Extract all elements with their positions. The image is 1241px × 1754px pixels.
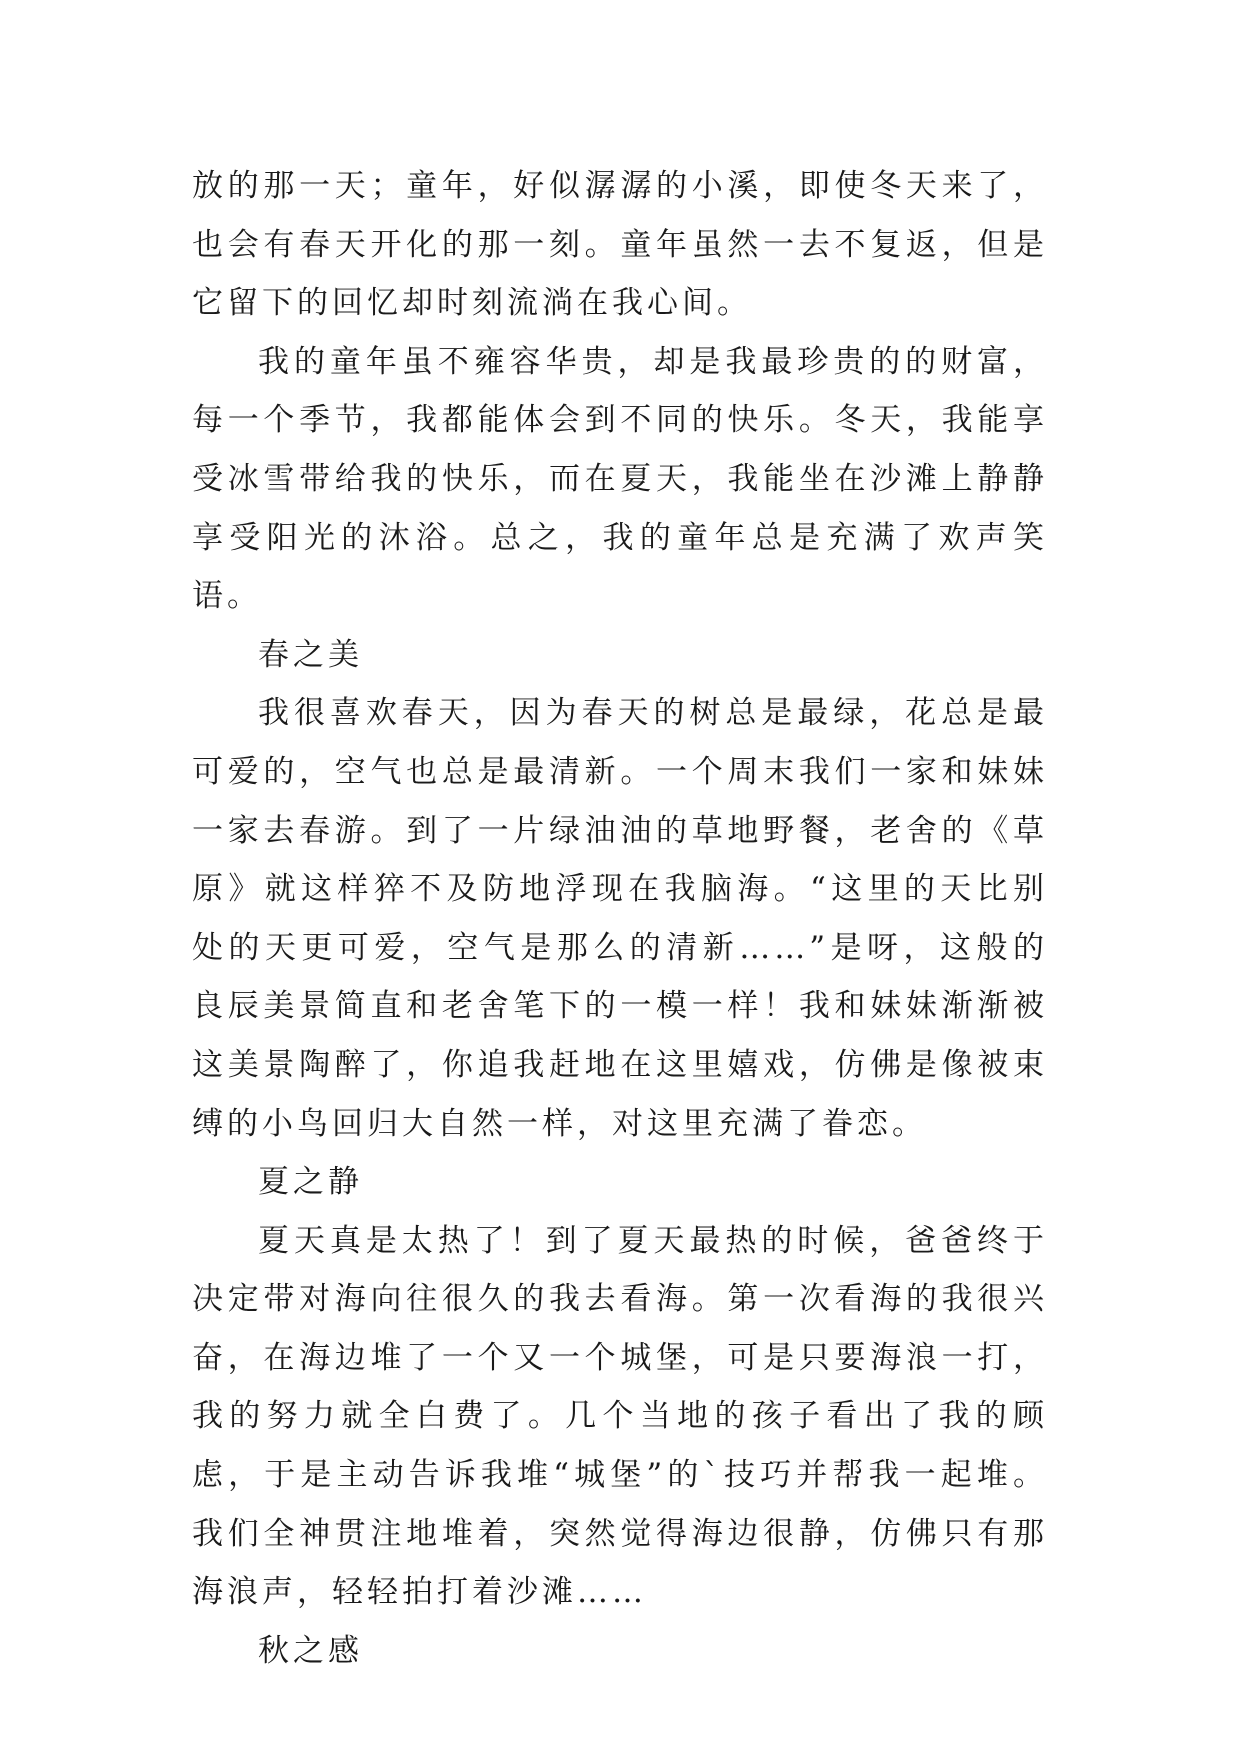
paragraph-summer: 夏天真是太热了！到了夏天最热的时候，爸爸终于决定带对海向往很久的我去看海。第一次看海的我很兴奋，在海边堆了一个又一个城堡，可是只要海浪一打，我的努力就全白费了。几个当地的孩子看出了我的顾虑，于是主动告诉我堆“城堡”的`技巧并帮我一起堆。我们全神贯注地堆着，突然觉得海边很静，仿佛只有那海浪声，轻轻拍打着沙滩…… <box>192 1222 1048 1611</box>
section-heading-spring: 春之美 <box>258 636 363 673</box>
section-heading-autumn: 秋之感 <box>258 1632 363 1669</box>
document-body <box>192 157 1048 1680</box>
paragraph-spring: 我很喜欢春天，因为春天的树总是最绿，花总是最可爱的，空气也总是最清新。一个周末我们一家和妹妹一家去春游。到了一片绿油油的草地野餐，老舍的《草原》就这样猝不及防地浮现在我脑海。“这里的天比别处的天更可爱，空气是那么的清新……”是呀，这般的良辰美景简直和老舍笔下的一模一样！我和妹妹渐渐被这美景陶醉了，你追我赶地在这里嬉戏，仿佛是像被束缚的小鸟回归大自然一样，对这里充满了眷恋。 <box>192 695 1048 1142</box>
paragraph-childhood-treasure: 我的童年虽不雍容华贵，却是我最珍贵的的财富，每一个季节，我都能体会到不同的快乐。冬天，我能享受冰雪带给我的快乐，而在夏天，我能坐在沙滩上静静享受阳光的沐浴。总之，我的童年总是充满了欢声笑语。 <box>192 343 1048 615</box>
section-heading-summer: 夏之静 <box>258 1164 363 1201</box>
paragraph-childhood-intro: 放的那一天；童年，好似潺潺的小溪，即使冬天来了，也会有春天开化的那一刻。童年虽然一去不复返，但是它留下的回忆却时刻流淌在我心间。 <box>192 168 1048 322</box>
